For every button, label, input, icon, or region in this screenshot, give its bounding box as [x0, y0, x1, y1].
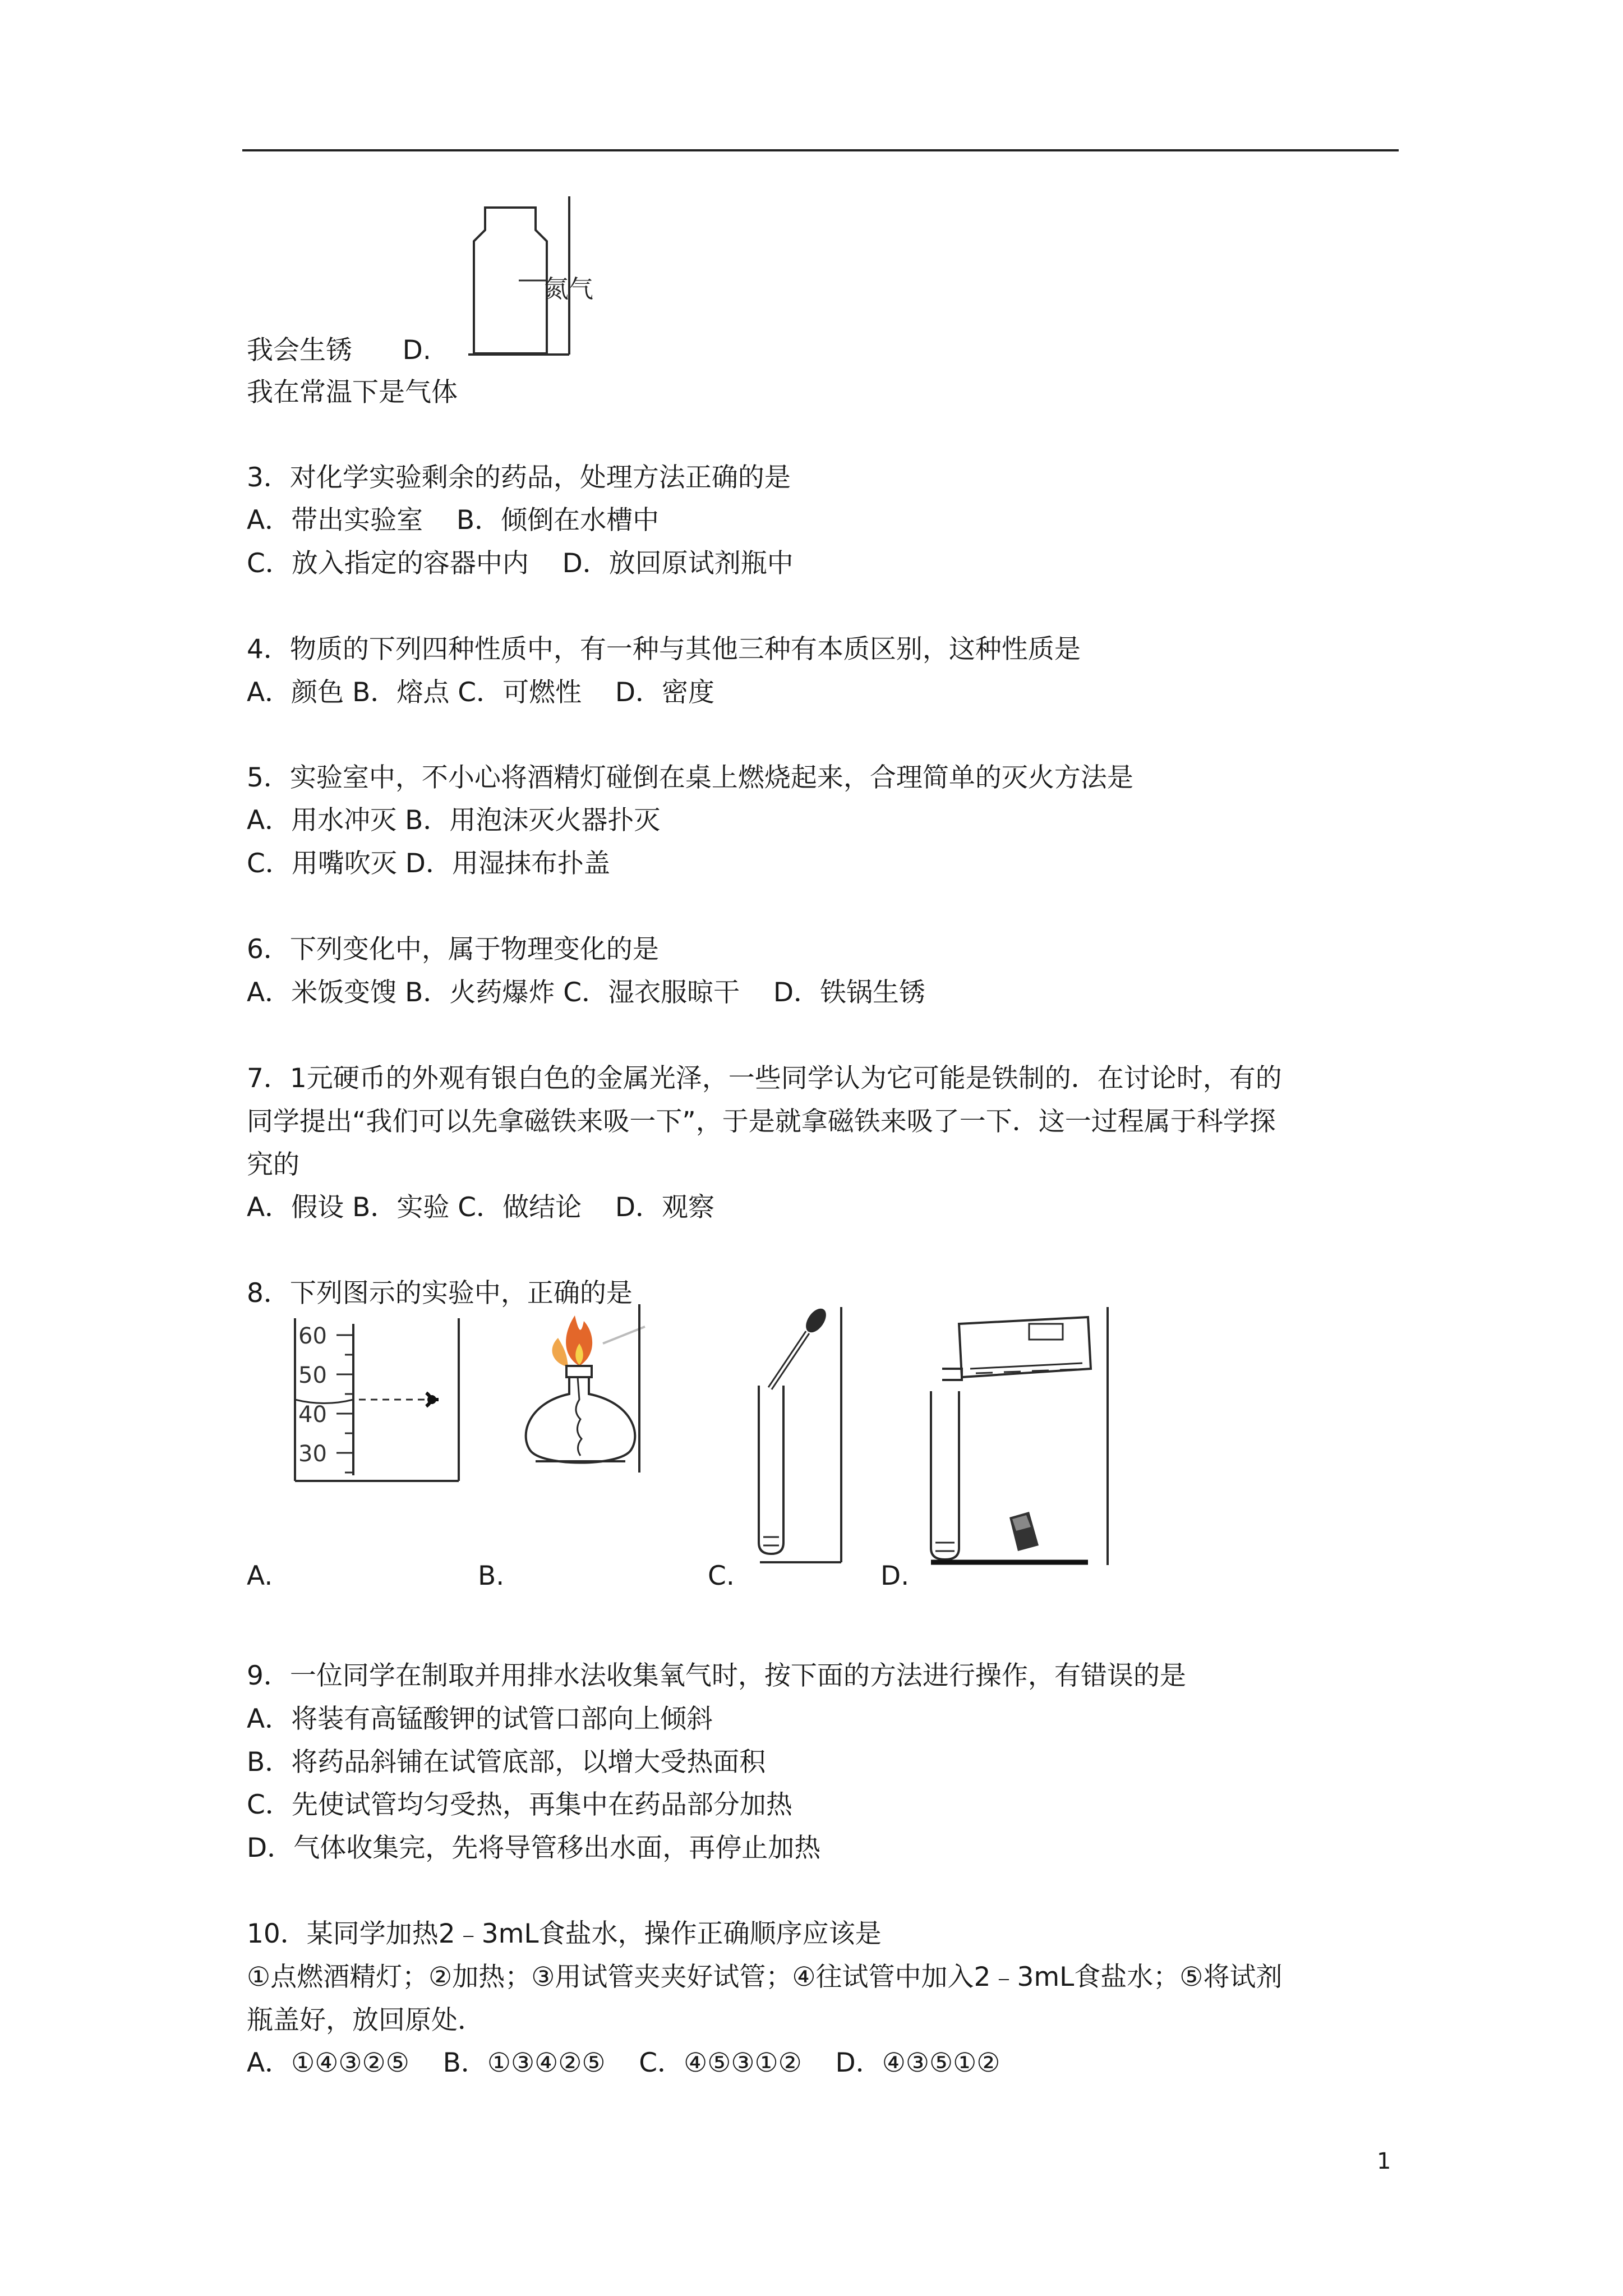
cylinder-tick-label: 60	[298, 1323, 327, 1349]
figure-label: D.	[880, 1561, 910, 1591]
figure-d-pouring-liquid	[920, 1307, 1113, 1568]
figure-label: B.	[478, 1561, 505, 1591]
question-7-stem-line: 7．1元硬币的外观有银白色的金属光泽，一些同学认为它可能是铁制的．在讨论时，有的	[247, 1063, 1282, 1094]
figure-label: A.	[247, 1561, 273, 1591]
nitrogen-bottle-figure	[463, 196, 625, 359]
question-7-option-line: A．假设 B．实验 C．做结论 D．观察	[247, 1192, 715, 1223]
figure-b-alcohol-lamp	[513, 1304, 648, 1478]
fragment-line-2: 我在常温下是气体	[247, 377, 458, 408]
question-8-stem: 8．下列图示的实验中，正确的是	[247, 1278, 633, 1309]
question-6-stem: 6．下列变化中，属于物理变化的是	[247, 934, 659, 965]
page-number: 1	[1377, 2148, 1391, 2174]
question-5-option-line: C．用嘴吹灭 D．用湿抹布扑盖	[247, 848, 610, 879]
question-9-stem: 9．一位同学在制取并用排水法收集氧气时，按下面的方法进行操作，有错误的是	[247, 1660, 1186, 1691]
cylinder-tick-label: 30	[298, 1441, 327, 1467]
question-9-option: D．气体收集完，先将导管移出水面，再停止加热	[247, 1833, 821, 1864]
figure-c-dropper-test-tube	[743, 1307, 844, 1565]
question-3-stem: 3．对化学实验剩余的药品，处理方法正确的是	[247, 462, 791, 493]
question-5-stem: 5．实验室中，不小心将酒精灯碰倒在桌上燃烧起来，合理简单的灭火方法是	[247, 762, 1133, 793]
question-10-stem: 10．某同学加热2﹣3mL食盐水，操作正确顺序应该是	[247, 1918, 882, 1949]
question-10-body-line: ①点燃酒精灯；②加热；③用试管夹夹好试管；④往试管中加入2﹣3mL食盐水；⑤将试剂	[247, 1962, 1283, 1993]
question-5-option-line: A．用水冲灭 B．用泡沫灭火器扑灭	[247, 805, 661, 836]
question-9-option: B．将药品斜铺在试管底部，以增大受热面积	[247, 1747, 766, 1778]
question-9-option: A．将装有高锰酸钾的试管口部向上倾斜	[247, 1704, 713, 1734]
cylinder-tick-label: 50	[298, 1363, 327, 1388]
question-10-body-line: 瓶盖好，放回原处．	[247, 2005, 484, 2036]
header-rule	[242, 149, 1399, 151]
cylinder-tick-label: 40	[298, 1402, 327, 1428]
figure-label: C.	[708, 1561, 735, 1591]
question-9-option: C．先使试管均匀受热，再集中在药品部分加热	[247, 1789, 792, 1820]
question-3-option-line: A．带出实验室 B．倾倒在水槽中	[247, 505, 660, 536]
question-4-option-line: A．颜色 B．熔点 C．可燃性 D．密度	[247, 677, 715, 708]
question-7-stem-line: 究的	[247, 1149, 299, 1180]
question-7-stem-line: 同学提出“我们可以先拿磁铁来吸一下”，于是就拿磁铁来吸了一下．这一过程属于科学探	[247, 1106, 1276, 1137]
question-3-option-line: C．放入指定的容器中内 D．放回原试剂瓶中	[247, 548, 794, 579]
bottle-label: 氮气	[544, 275, 593, 303]
fragment-line-1: 我会生锈 D.	[247, 335, 431, 366]
question-10-option-line: A．①④③②⑤ B．①③④②⑤ C．④⑤③①② D．④③⑤①②	[247, 2047, 1000, 2078]
question-6-option-line: A．米饭变馊 B．火药爆炸 C．湿衣服晾干 D．铁锅生锈	[247, 977, 926, 1008]
figure-a-graduated-cylinder	[292, 1313, 460, 1481]
question-4-stem: 4．物质的下列四种性质中，有一种与其他三种有本质区别，这种性质是	[247, 634, 1081, 665]
